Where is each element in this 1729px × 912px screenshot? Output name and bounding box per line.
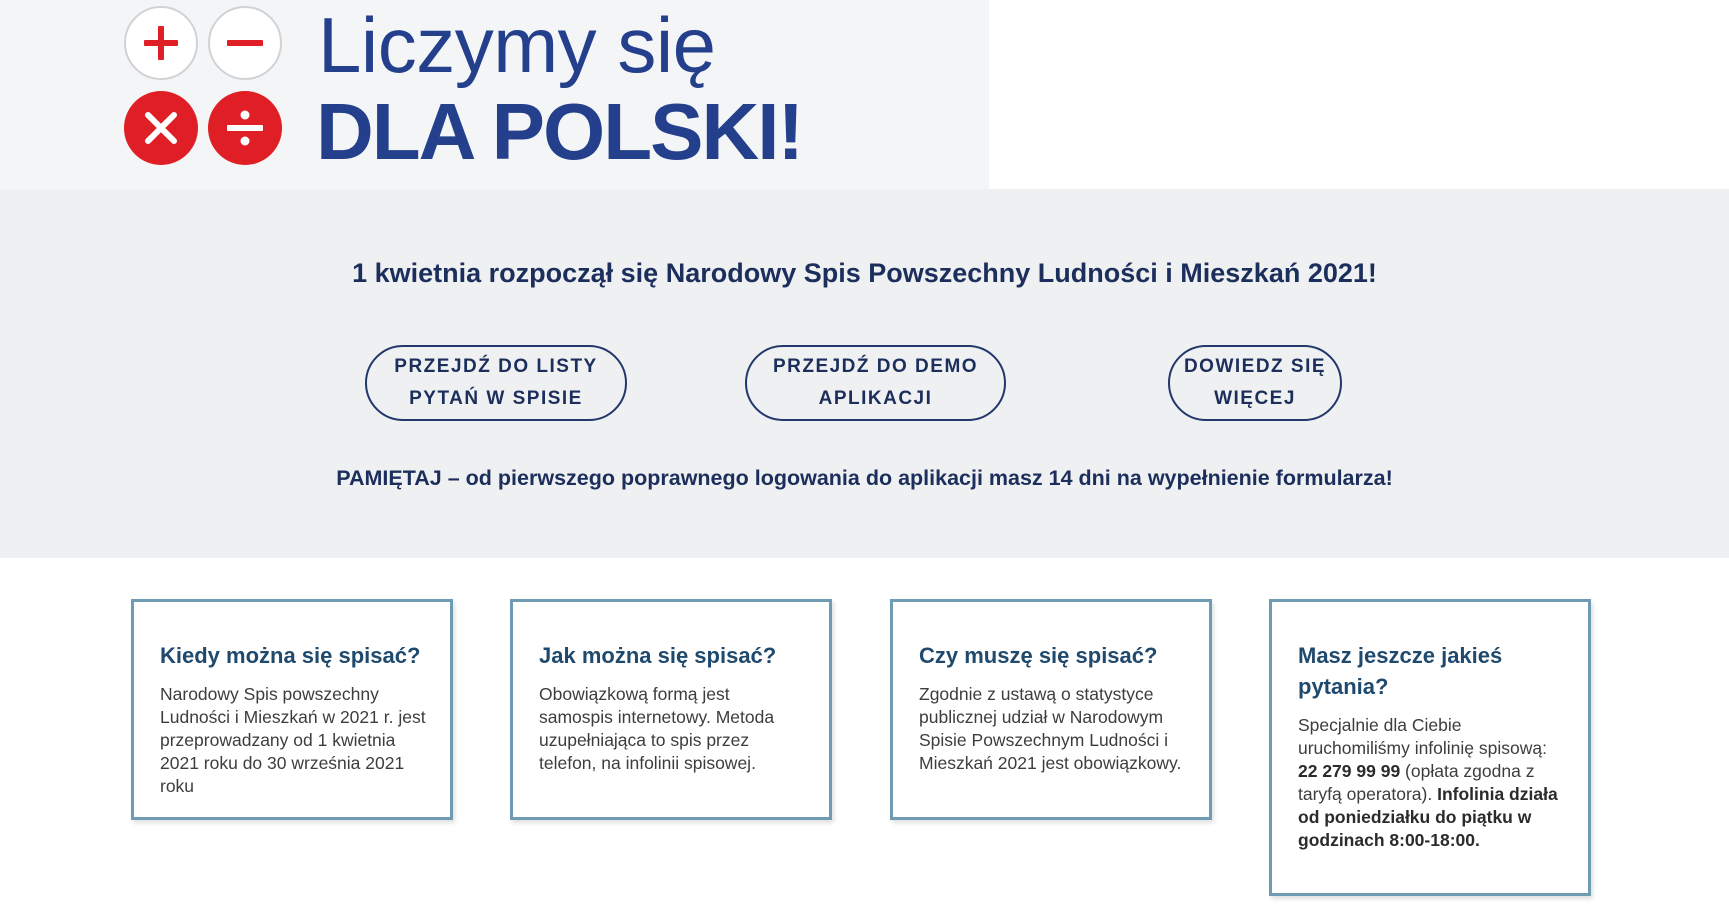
button-label-line1: PRZEJDŹ DO LISTY — [394, 356, 598, 377]
hotline-phone-number[interactable]: 22 279 99 99 — [1298, 761, 1401, 781]
header — [0, 0, 989, 189]
card-title: Jak można się spisać? — [539, 643, 777, 668]
announcement-title: 1 kwietnia rozpoczął się Narodowy Spis Powszechny Ludności i Mieszkań 2021! — [352, 258, 1377, 288]
logo-text-line1: Liczymy się — [318, 1, 716, 89]
info-card-questions — [1269, 599, 1591, 896]
info-card-how — [510, 599, 832, 820]
button-label-line2: WIĘCEJ — [1214, 388, 1296, 409]
card-text: Zgodnie z ustawą o statystyce publicznej udział w Narodowym Spisie Powszechnym Ludności i Mieszkań 2021 jest obowiązkowy. — [919, 684, 1182, 773]
reminder-note: PAMIĘTAJ – od pierwszego poprawnego logowania do aplikacji masz 14 dni na wypełnienie formularza! — [336, 466, 1393, 490]
divide-icon — [208, 91, 282, 165]
card-text — [1298, 714, 1564, 852]
plus-icon — [124, 6, 198, 80]
info-card-must — [890, 599, 1212, 820]
info-card-when — [131, 599, 453, 820]
logo-math-icons — [124, 6, 284, 166]
learn-more-button[interactable] — [1168, 345, 1342, 421]
card-text: Obowiązkową formą jest samospis internetowy. Metoda uzupełniająca to spis przez telefon, na infolinii spisowej. — [539, 684, 775, 773]
card-text: Narodowy Spis powszechny Ludności i Mieszkań w 2021 r. jest przeprowadzany od 1 kwietnia 2021 roku do 30 września 2021 roku — [160, 684, 426, 796]
card-title: Masz jeszcze jakieś pytania? — [1298, 643, 1503, 699]
hotline-hours: Infolinia działa od poniedziałku do piątku w godzinach 8:00-18:00. — [1298, 784, 1558, 850]
minus-icon — [208, 6, 282, 80]
button-label-line2: APLIKACJI — [818, 388, 933, 409]
card-title: Czy muszę się spisać? — [919, 643, 1158, 668]
hotline-intro: Specjalnie dla Ciebie uruchomiliśmy infolinię spisową: — [1298, 715, 1547, 758]
logo-text-line2: DLA POLSKI! — [316, 87, 803, 176]
questions-list-button[interactable] — [365, 345, 627, 421]
button-label-line2: PYTAŃ W SPISIE — [409, 388, 583, 409]
button-label-line1: DOWIEDZ SIĘ — [1183, 356, 1327, 377]
times-icon — [124, 91, 198, 165]
hotline-fee-note: (opłata zgodna z taryfą operatora). — [1298, 761, 1535, 804]
card-title: Kiedy można się spisać? — [160, 643, 421, 668]
button-label-line1: PRZEJDŹ DO DEMO — [772, 356, 979, 377]
demo-app-button[interactable] — [745, 345, 1006, 421]
